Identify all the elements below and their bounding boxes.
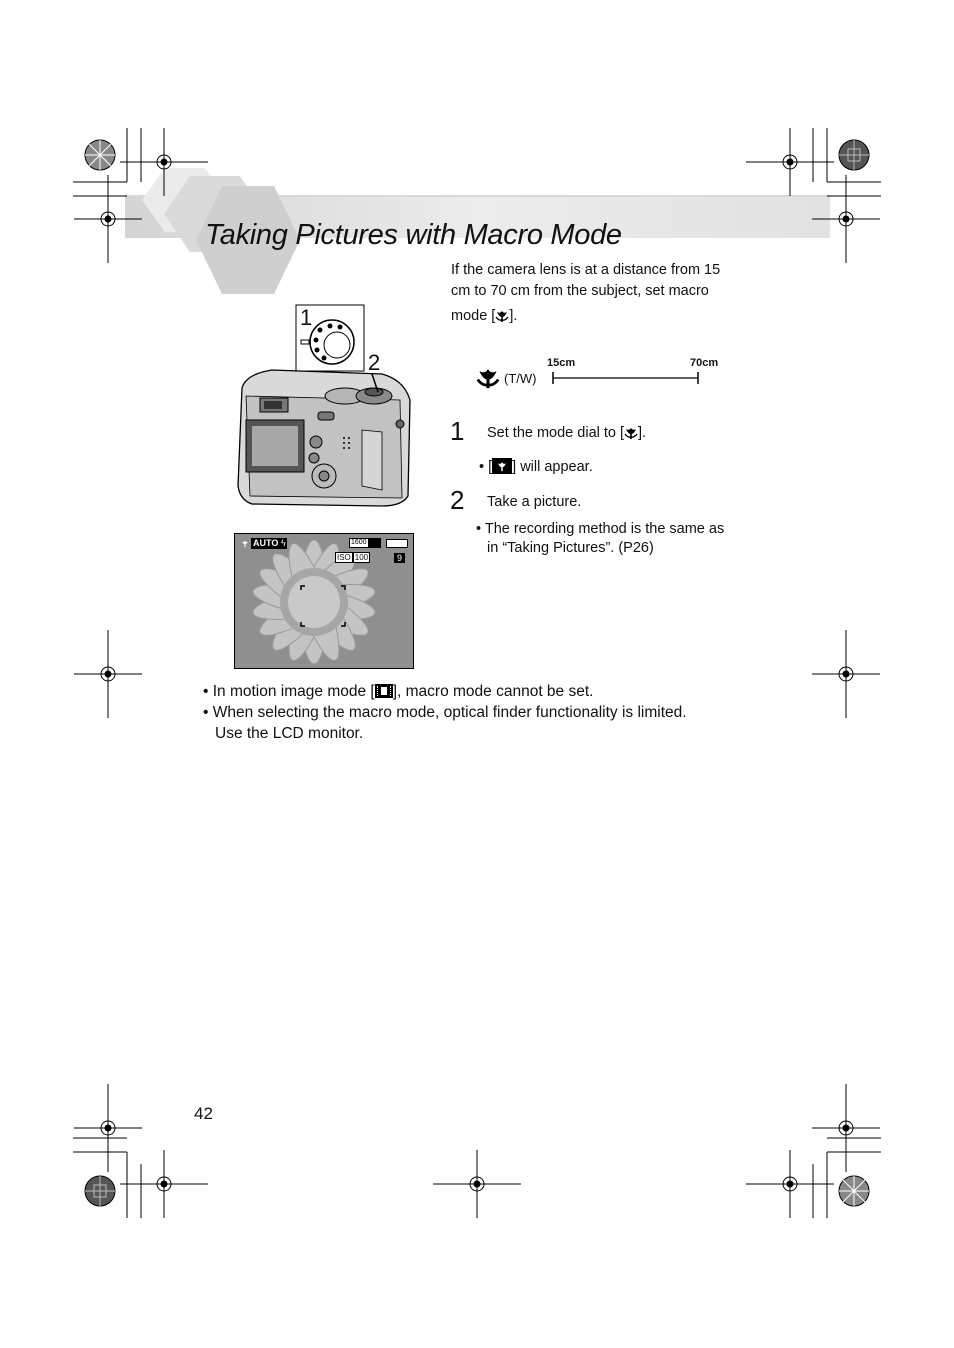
step-1-bullet-end: ] will appear.	[512, 459, 593, 475]
intro-paragraph	[451, 260, 751, 327]
sunflower-image	[235, 534, 413, 668]
callout-number-1: 1	[300, 305, 313, 330]
macro-mode-badge-icon	[492, 458, 512, 474]
macro-flower-icon	[624, 425, 638, 440]
note-finder-line-2: Use the LCD monitor.	[215, 725, 364, 742]
lcd-iso	[335, 553, 370, 562]
battery-icon	[386, 539, 408, 548]
step-2-number: 2	[450, 485, 465, 515]
step-1-text	[487, 425, 646, 441]
motion-image-icon	[375, 684, 393, 698]
near-distance-label: 15cm	[547, 357, 576, 369]
flash-icon: ϟ	[281, 538, 286, 548]
lcd-remaining-shots: 9	[394, 553, 405, 563]
note-finder-line-1: • When selecting the macro mode, optical finder functionality is limited.	[203, 704, 687, 721]
distance-range-line	[552, 370, 702, 386]
intro-line-1: If the camera lens is at a distance from 15	[451, 262, 721, 278]
step-1-text-end: ].	[638, 425, 647, 441]
lcd-resolution: 1600	[351, 539, 367, 546]
far-distance-label: 70cm	[690, 357, 719, 369]
camera-illustration	[232, 300, 414, 512]
note-1-end: ], macro mode cannot be set.	[392, 683, 594, 700]
quality-icon	[369, 538, 381, 548]
step-2-text: Take a picture.	[487, 494, 582, 510]
step-1-number: 1	[450, 416, 465, 446]
callout-number-2: 2	[368, 350, 381, 375]
intro-line-2: cm to 70 cm from the subject, set macro	[451, 283, 709, 299]
zoom-mode-label: (T/W)	[504, 371, 537, 386]
macro-flower-icon	[476, 364, 500, 390]
notes-list	[203, 681, 763, 744]
note-1-start: • In motion image mode [	[203, 683, 375, 700]
note-motion-image	[203, 681, 763, 702]
macro-distance-range	[476, 354, 736, 394]
macro-flower-icon	[495, 308, 509, 323]
step-2-bullet	[476, 520, 766, 558]
step-2-bullet-line-2: in “Taking Pictures”. (P26)	[487, 540, 654, 556]
step-1-bullet-start: • [	[479, 459, 493, 475]
step-2-bullet-line-1: • The recording method is the same as	[476, 521, 725, 537]
iso-label: ISO	[337, 553, 351, 562]
step-1-bullet	[479, 458, 593, 477]
page-title: Taking Pictures with Macro Mode	[205, 219, 622, 251]
intro-line-3-end: ].	[509, 308, 518, 324]
step-1-text-start: Set the mode dial to [	[487, 425, 625, 441]
macro-flower-icon	[241, 539, 249, 548]
lcd-mode-badge: AUTO	[253, 538, 279, 548]
intro-line-3-start: mode [	[451, 308, 496, 324]
lcd-preview	[234, 533, 414, 669]
page-number: 42	[194, 1104, 213, 1123]
iso-value: 100	[354, 553, 369, 562]
